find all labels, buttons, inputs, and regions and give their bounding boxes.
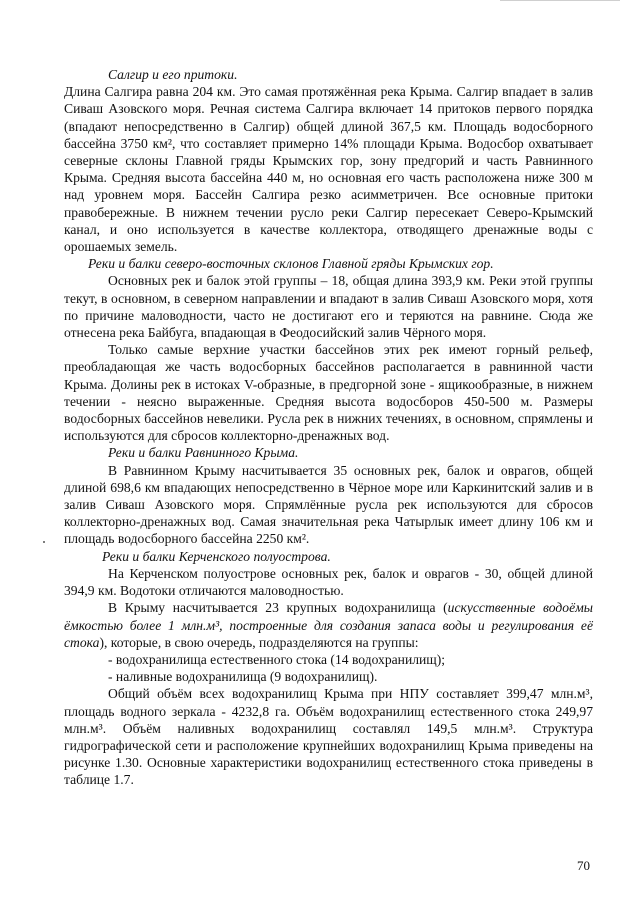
paragraph-reservoirs-intro bbox=[64, 599, 593, 651]
paragraph-reservoirs-summary: Общий объём всех водохранилищ Крыма при НПУ составляет 399,47 млн.м³, площадь водного зеркала - 4232,8 га. Объём водохранилищ естественного стока 249,97 млн.м³. Объём наливных водохранилищ составлял 149,5 млн.м³. Структура гидрографической сети и расположение крупнейших водохранилищ Крыма приведены на рисунке 1.30. Основные характеристики водохранилищ естественного стока приведены в таблице 1.7. bbox=[64, 686, 593, 788]
page-number: 70 bbox=[577, 858, 590, 873]
section-heading-plain: Реки и балки Равнинного Крыма. bbox=[108, 445, 299, 461]
section-heading-salgir: Салгир и его притоки. bbox=[108, 67, 238, 82]
list-item: - водохранилища естественного стока (14 водохранилищ); bbox=[108, 651, 446, 667]
paragraph-salgir: Длина Салгира равна 204 км. Это самая протяжённая река Крыма. Салгир впадает в залив Сиваш Азовского моря. Речная система Салгира включает 14 притоков первого порядка (впадают непосредственно в Салгир) общей длиной 367,5 км. Площадь водосборного бассейна 3750 км², что составляет примерно 14% площади Крыма. Водосбор охватывает северные склоны Главной гряды Крымских гор, зону предгорий и часть Равнинного Крыма. Средняя высота бассейна 440 м, но основная его часть расположена ниже 300 м над уровнем моря. Бассейн Салгира резко асимметричен. Все основные притоки правобережные. В нижнем течении русло реки Салгир пересекает Северо-Крымский канал, и оно используется в качестве коллектора, отводящего дренажные воды с орошаемых земель. bbox=[64, 84, 593, 255]
reservoirs-intro-start: В Крыму насчитывается 23 крупных водохранилища ( bbox=[108, 600, 448, 616]
section-heading-kerch: Реки и балки Керченского полуострова. bbox=[102, 548, 331, 564]
paragraph-northeast-1: Основных рек и балок этой группы – 18, общая длина 393,9 км. Реки этой группы текут, в основном, в северном направлении и впадают в залив Сиваш Азовского моря, хотя по причине маловодности, часто не достигают его и теряются на равнине. Сюда же отнесена река Байбуга, впадающая в Феодосийский залив Чёрного моря. bbox=[64, 273, 593, 341]
paragraph-plain: В Равнинном Крыму насчитывается 35 основных рек, балок и оврагов, общей длиной 698,6 км впадающих непосредственно в Чёрное море или Каркинитский залив и в залив Сиваш Азовского моря. Спрямлённые русла рек используются для сбросов коллекторно-дренажных вод. Самая значительная река Чатырлык имеет длину 106 км и площадь водосборного бассейна 2250 км². bbox=[64, 462, 593, 547]
margin-speck bbox=[43, 541, 45, 543]
paragraph-kerch: На Керченском полуострове основных рек, балок и оврагов - 30, общей длиной 394,9 км. Водотоки отличаются маловодностью. bbox=[64, 565, 593, 599]
list-item: - наливные водохранилища (9 водохранилищ). bbox=[108, 669, 378, 685]
reservoirs-definition: искусственные водоёмы ёмкостью более 1 млн.м³, построенные для создания запаса воды и регулирования её стока bbox=[64, 600, 593, 650]
reservoirs-intro-end: ), которые, в свою очередь, подразделяются на группы: bbox=[99, 634, 419, 650]
paragraph-northeast-2: Только самые верхние участки бассейнов этих рек имеют горный рельеф, преобладающая же часть водосборных бассейнов располагается в равнинной части Крыма. Долины рек в истоках V-образные, в предгорной зоне - ящикообразные, в нижнем течении - неясно выраженные. Средняя высота водосборов 450-500 м. Размеры водосборных бассейнов невелики. Русла рек в нижних течениях, в основном, спрямлены и используются для сбросов коллекторно-дренажных вод. bbox=[64, 342, 593, 444]
section-heading-northeast: Реки и балки северо-восточных склонов Главной гряды Крымских гор. bbox=[88, 256, 494, 272]
document-page bbox=[64, 66, 593, 789]
scan-edge-mark bbox=[500, 0, 620, 1]
